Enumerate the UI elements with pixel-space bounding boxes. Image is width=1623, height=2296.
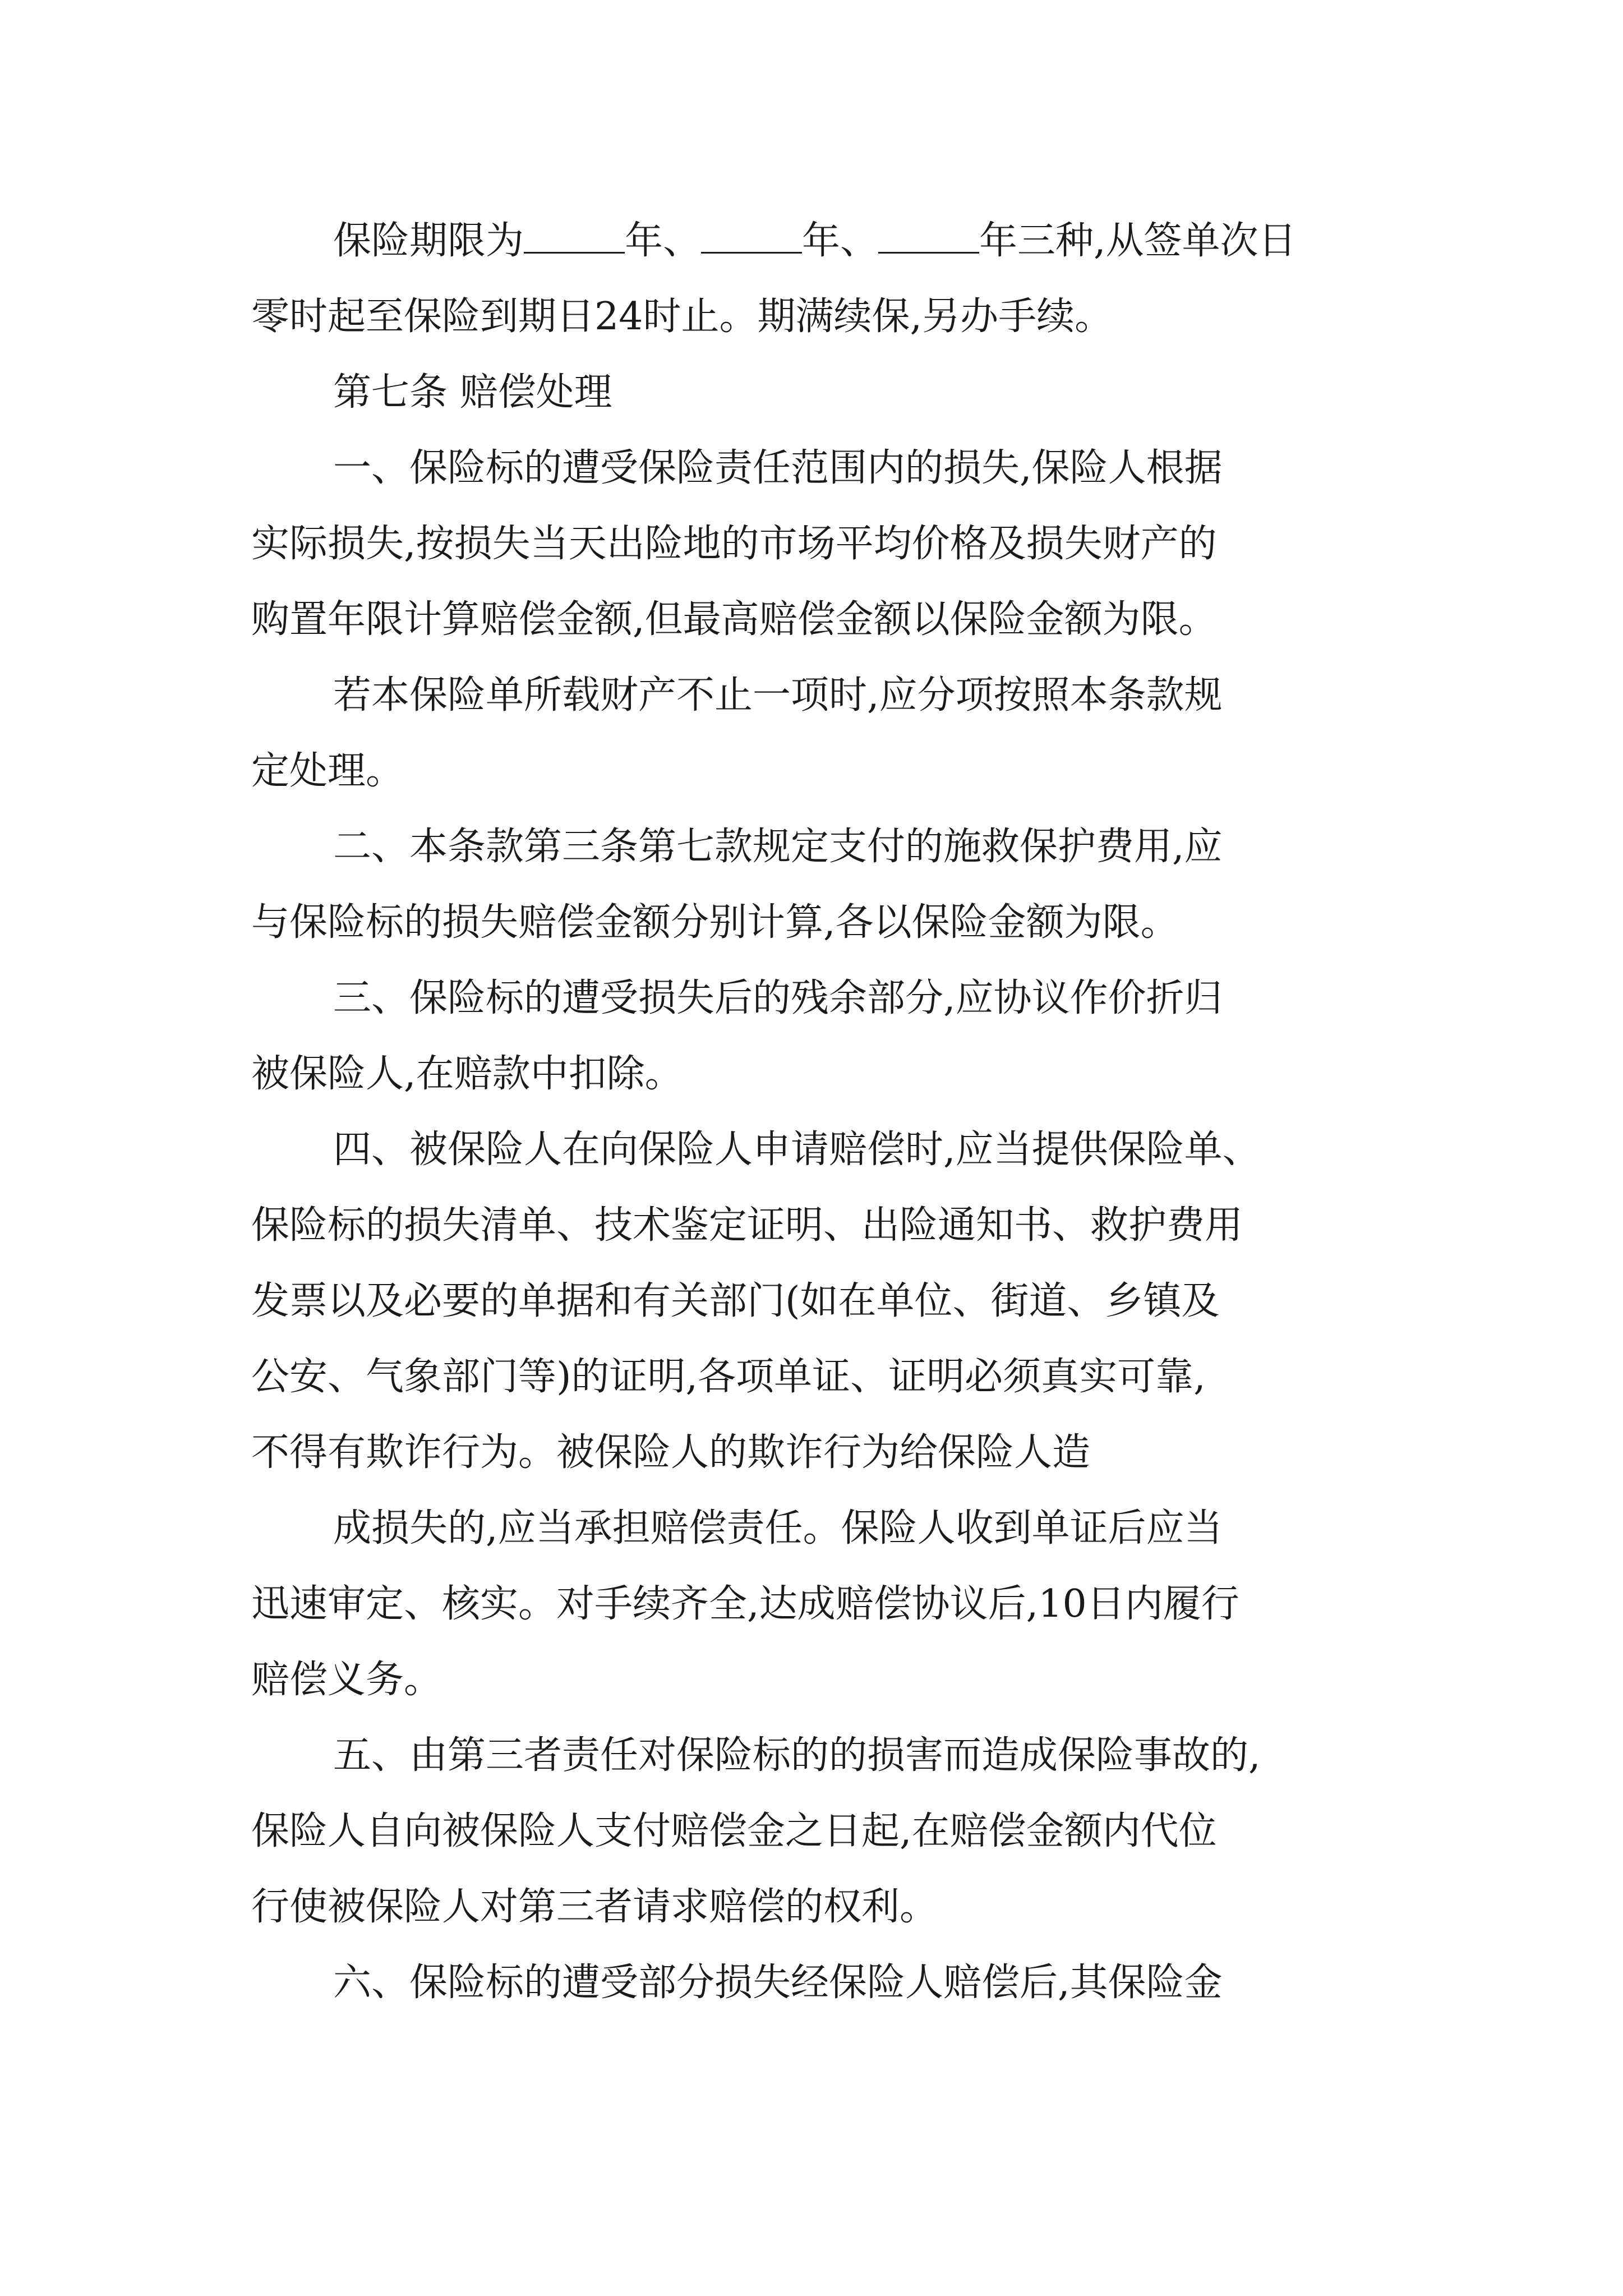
text-line: 保险人自向被保险人支付赔偿金之日起,在赔偿金额内代位 [251,1809,1217,1853]
text-line: 五、由第三者责任对保险标的的损害而造成保险事故的, [333,1733,1261,1778]
section-heading: 第七条 赔偿处理 [333,370,612,415]
text-line: 一、保险标的遭受保险责任范围内的损失,保险人根据 [333,446,1223,490]
text-line: 零时起至保险到期日24时止。期满续保,另办手续。 [251,295,1113,339]
text-line: 被保险人,在赔款中扣除。 [251,1052,683,1096]
text-line: 发票以及必要的单据和有关部门(如在单位、街道、乡镇及 [251,1279,1220,1323]
text-segment: 年、 [625,219,702,263]
text-line: 迅速审定、核实。对手续齐全,达成赔偿协议后,10日内履行 [251,1582,1239,1626]
text-line: 保险标的损失清单、技术鉴定证明、出险通知书、救护费用 [251,1203,1243,1248]
text-line: 成损失的,应当承担赔偿责任。保险人收到单证后应当 [333,1506,1223,1550]
text-line: 四、被保险人在向保险人申请赔偿时,应当提供保险单、 [333,1128,1261,1172]
text-line: 公安、气象部门等)的证明,各项单证、证明必须真实可靠, [251,1355,1206,1399]
text-line: 若本保险单所载财产不止一项时,应分项按照本条款规 [333,673,1223,717]
text-line: 六、保险标的遭受部分损失经保险人赔偿后,其保险金 [333,1961,1223,2005]
fill-in-blank [878,218,979,254]
text-line: 实际损失,按损失当天出险地的市场平均价格及损失财产的 [251,522,1217,566]
text-line: 行使被保险人对第三者请求赔偿的权利。 [251,1885,938,1929]
text-segment: 保险期限为 [333,219,524,263]
text-line: 不得有欺诈行为。被保险人的欺诈行为给保险人造 [251,1430,1091,1475]
text-line: 二、本条款第三条第七款规定支付的施救保护费用,应 [333,825,1223,869]
text-line: 三、保险标的遭受损失后的残余部分,应协议作价折归 [333,976,1223,1020]
text-segment: 年、 [802,219,879,263]
text-line [333,208,1384,275]
fill-in-blank [524,218,625,254]
text-line: 与保险标的损失赔偿金额分别计算,各以保险金额为限。 [251,900,1179,945]
text-line: 赔偿义务。 [251,1658,442,1702]
text-segment: 年三种,从签单次日 [979,219,1297,263]
fill-in-blank [701,218,802,254]
text-line: 购置年限计算赔偿金额,但最高赔偿金额以保险金额为限。 [251,597,1217,642]
text-line: 定处理。 [251,749,404,793]
